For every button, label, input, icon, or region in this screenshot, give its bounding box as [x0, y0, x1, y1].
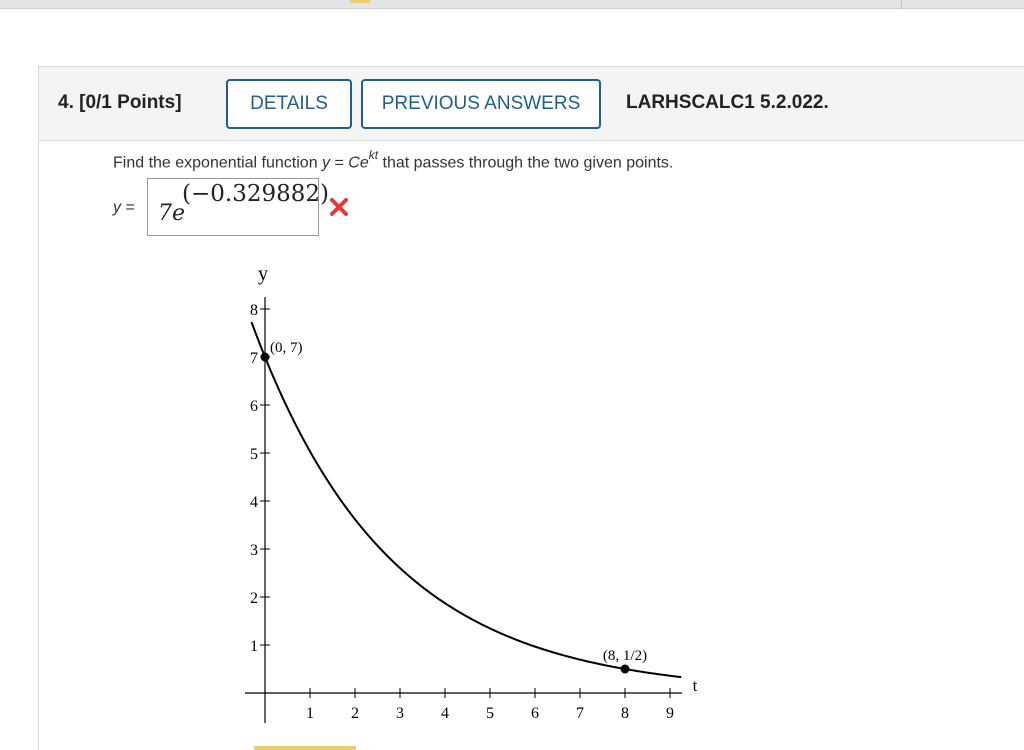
- x-tick-label: 6: [531, 705, 539, 722]
- top-strip-accent: [350, 0, 370, 3]
- prompt-formula-eq: =: [330, 154, 349, 172]
- browser-top-strip: [0, 0, 1024, 9]
- answer-exponent: (−0.329882): [182, 181, 329, 207]
- x-tick-label: 3: [396, 705, 404, 722]
- prompt-formula-y: y: [322, 154, 331, 172]
- question-left-border: [38, 141, 39, 750]
- y-tick-label: 1: [250, 638, 258, 655]
- prompt-formula-exponent: kt: [368, 148, 379, 162]
- question-number: 4. [0/1 Points]: [58, 92, 182, 113]
- incorrect-x-icon: [328, 196, 350, 218]
- x-axis-label: t: [692, 676, 698, 695]
- x-tick-label: 5: [486, 705, 494, 722]
- top-strip-divider: [901, 0, 902, 9]
- data-point: [621, 665, 630, 674]
- x-tick-label: 1: [306, 705, 314, 722]
- y-tick-label: 6: [250, 398, 258, 415]
- answer-base: 7e: [158, 201, 186, 226]
- details-button[interactable]: DETAILS: [226, 79, 352, 129]
- prompt-formula-c: Ce: [348, 154, 369, 172]
- y-tick-label: 2: [250, 590, 258, 607]
- x-tick-label: 2: [351, 705, 359, 722]
- exponential-curve: [252, 322, 682, 677]
- bottom-tab-accent: [254, 746, 356, 750]
- x-tick-label: 4: [441, 705, 449, 722]
- answer-label-y: y: [113, 199, 121, 216]
- data-point: [261, 353, 270, 362]
- y-tick-label: 3: [250, 542, 258, 559]
- y-axis-label: y: [258, 263, 268, 285]
- answer-label: [113, 199, 135, 217]
- previous-answers-button[interactable]: PREVIOUS ANSWERS: [361, 79, 601, 129]
- y-tick-label: 4: [250, 494, 258, 511]
- x-tick-label: 9: [666, 705, 674, 722]
- x-tick-label: 7: [576, 705, 584, 722]
- prompt-text-before: Find the exponential function: [113, 154, 323, 172]
- question-prompt: [113, 150, 673, 172]
- y-tick-label: 8: [250, 302, 258, 319]
- answer-label-eq: =: [121, 199, 135, 216]
- prompt-text-after: that passes through the two given points.: [378, 154, 674, 172]
- point-label: (8, 1/2): [602, 648, 648, 664]
- question-header: [38, 66, 1024, 141]
- question-reference: LARHSCALC1 5.2.022.: [626, 92, 829, 113]
- y-tick-label: 7: [250, 350, 258, 367]
- y-tick-label: 5: [250, 446, 258, 463]
- exponential-graph: [220, 255, 700, 735]
- point-label: (0, 7): [270, 340, 303, 356]
- x-tick-label: 8: [621, 705, 629, 722]
- answer-input[interactable]: [147, 178, 329, 236]
